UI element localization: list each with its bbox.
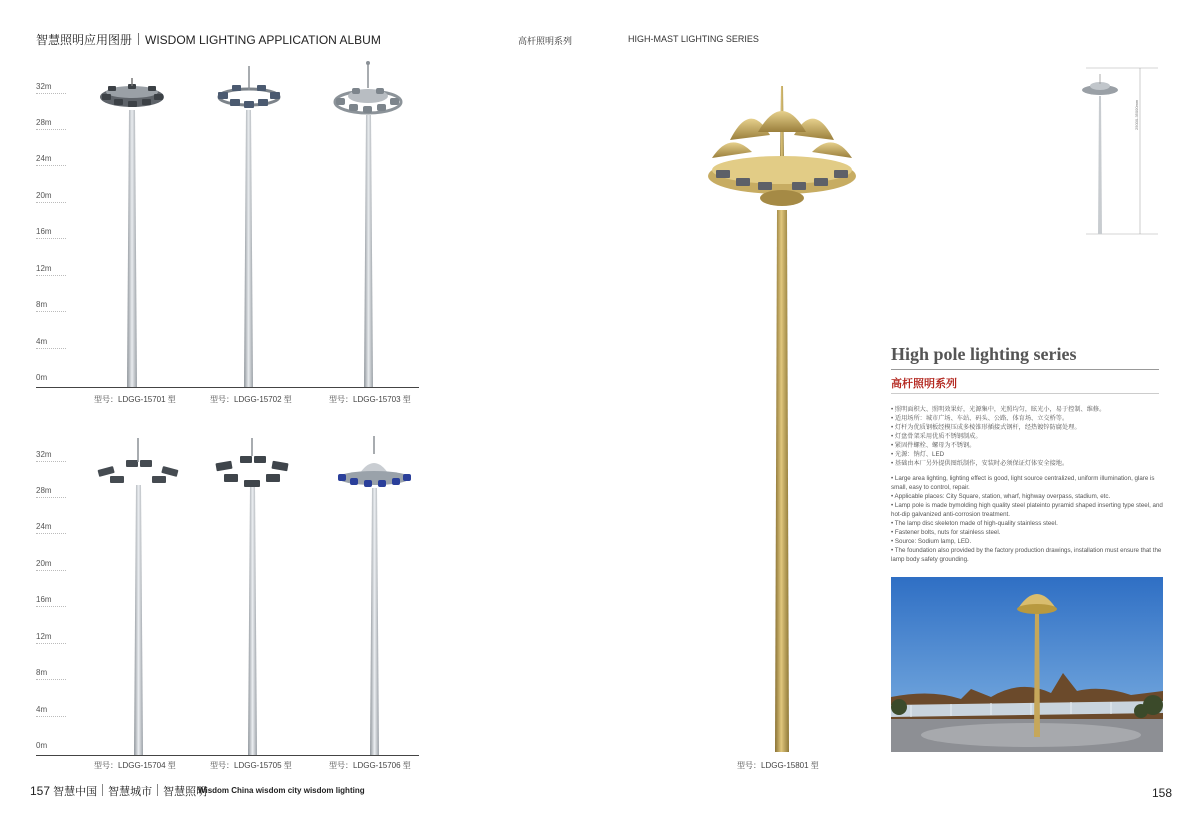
high-mast-pole-15701 [100,78,164,387]
album-header [36,31,381,48]
scale-label: 4m [36,705,66,717]
scale-label: 8m [36,668,66,680]
feature-item-en: • Applicable places: City Square, station, wharf, highway overpass, stadium, etc. [891,493,1111,500]
footer-slogan-en: Wisdom China wisdom city wisdom lighting [198,786,365,795]
feature-item-en: • Source: Sodium lamp, LED. [891,538,972,545]
feature-list-cn [891,405,1163,468]
scale-label: 24m [36,522,66,534]
scale-label: 28m [36,118,66,130]
footer-slogan: 智慧照明 [163,786,208,798]
feature-item-cn: • 紧固件螺栓、螺母为不锈钢。 [891,442,976,449]
high-mast-pole-15705 [215,438,288,755]
footer-divider [157,784,158,796]
scale-label: 28m [36,486,66,498]
scale-label: 32m [36,82,66,94]
height-scale-top [36,80,68,390]
pole-row-top [90,60,420,388]
application-photo [891,577,1163,752]
model-label-15703: 型号：LDGG-15703 型 [329,395,411,404]
height-scale-bottom [36,448,68,758]
model-label-15701: 型号：LDGG-15701 型 [94,395,176,404]
footer-divider [102,784,103,796]
feature-item-cn: • 基础由本厂另外提供图纸制作，安装时必须保证灯体安全接地。 [891,460,1069,467]
scale-label: 12m [36,632,66,644]
footer-slogan: 智慧城市 [108,786,153,798]
feature-item-cn: • 灯盘骨架采用优质不锈钢制成。 [891,433,982,440]
dimension-diagram [1080,66,1160,236]
scale-label: 20m [36,191,66,203]
model-label-15801: 型号：LDGG-15801 型 [737,761,819,770]
feature-item-en: • Large area lighting, lighting effect is good, light source centralized, uniform illumination, glare is small, easy to control, repair. [891,475,1155,491]
page-number-left: 157 [30,784,51,798]
series-title-cn: 高杆照明系列 [518,36,573,46]
album-title-en: WISDOM LIGHTING APPLICATION ALBUM [145,33,381,47]
footer-left [30,783,207,799]
feature-item-cn: • 适用场所：城市广场、车站、码头、公路、体育场、立交桥等。 [891,415,1069,422]
model-label-15704: 型号：LDGG-15704 型 [94,761,176,770]
feature-item-en: • The foundation also provided by the factory production drawings, installation must ensure that the lamp body safety grounding. [891,547,1162,563]
product-title-en: High pole lighting series [891,344,1077,364]
featured-pole-15801 [700,80,870,755]
scale-label: 8m [36,300,66,312]
feature-list-en [891,474,1163,564]
page-number-right: 158 [1152,786,1173,800]
header-divider [138,33,139,45]
feature-item-cn: • 灯杆为优质钢板经模压成多棱锥形插接式钢杆，经热镀锌防腐处理。 [891,424,1081,431]
feature-item-cn: • 光源：钠灯、LED [891,451,945,458]
scale-label: 16m [36,227,66,239]
high-mast-pole-15706 [338,436,411,755]
model-label-15706: 型号：LDGG-15706 型 [329,761,411,770]
title-divider-2 [891,393,1159,394]
feature-item-en: • Lamp pole is made bymolding high quality steel plateinto pyramid shaped inserting type steel, and hot-dip galvanized anti-corrosion treatment. [891,502,1163,518]
album-title-cn: 智慧照明应用图册 [36,33,133,47]
product-title-cn: 高杆照明系列 [891,378,957,390]
high-mast-pole-15704 [97,438,178,755]
diagram-height-label: 25000-35000mm [1134,99,1139,130]
scale-label: 4m [36,337,66,349]
scale-label: 0m [36,741,48,750]
feature-item-en: • Fastener bolts, nuts for stainless steel. [891,529,1001,536]
series-title-en: HIGH-MAST LIGHTING SERIES [628,34,759,44]
scale-label: 0m [36,373,48,382]
feature-item-cn: • 照明面积大、照明效果好，光源集中，光照均匀，眩光小，易于控制、维修。 [891,406,1106,413]
pole-row-bottom [90,430,420,756]
high-mast-pole-15703 [335,61,401,387]
feature-item-en: • The lamp disc skeleton made of high-quality stainless steel. [891,520,1058,527]
scale-label: 32m [36,450,66,462]
title-divider [891,369,1159,370]
high-mast-pole-15702 [218,66,280,387]
scale-label: 24m [36,154,66,166]
model-label-15705: 型号：LDGG-15705 型 [210,761,292,770]
scale-label: 12m [36,264,66,276]
model-label-15702: 型号：LDGG-15702 型 [210,395,292,404]
footer-slogan: 智慧中国 [53,786,98,798]
scale-label: 20m [36,559,66,571]
scale-label: 16m [36,595,66,607]
